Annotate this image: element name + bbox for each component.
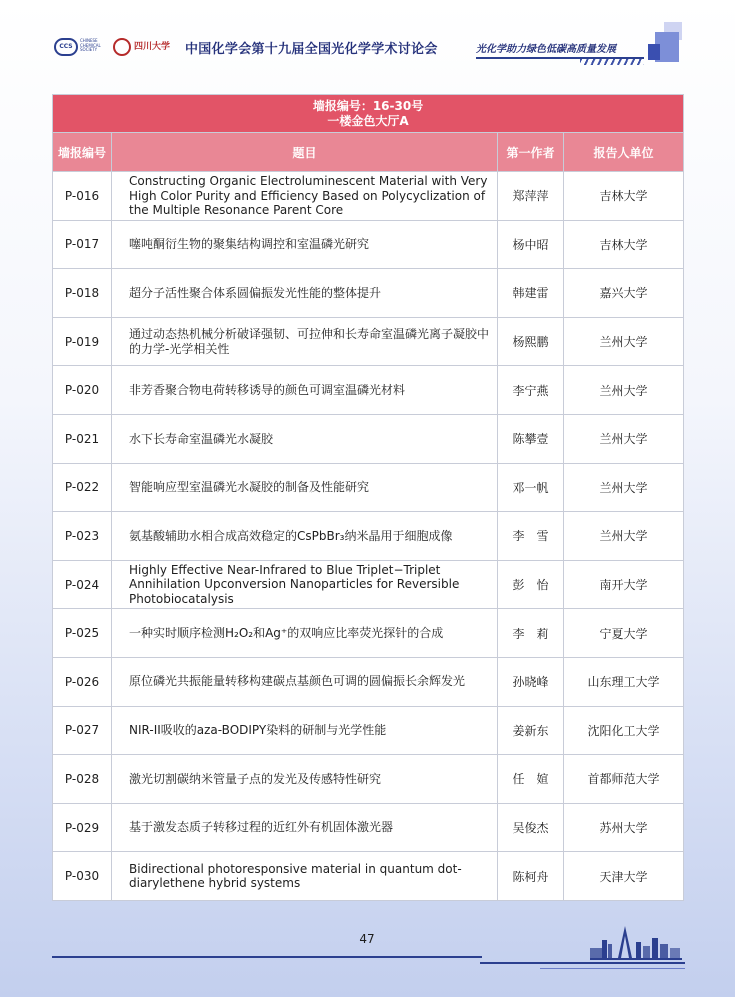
poster-id: P-030 xyxy=(53,852,112,901)
scu-seal-logo xyxy=(113,38,131,56)
presenter-organization: 吉林大学 xyxy=(564,220,684,269)
footer-rule xyxy=(480,962,685,964)
presenter-organization: 兰州大学 xyxy=(564,414,684,463)
poster-title: 水下长寿命室温磷光水凝胶 xyxy=(112,414,498,463)
page-number: 47 xyxy=(359,932,375,946)
first-author: 任 媗 xyxy=(498,755,564,804)
first-author: 韩建雷 xyxy=(498,269,564,318)
poster-id: P-025 xyxy=(53,609,112,658)
ccs-logo: CCS xyxy=(54,38,78,56)
conference-title: 中国化学会第十九届全国光化学学术讨论会 xyxy=(185,42,438,57)
table-row xyxy=(53,512,684,561)
presenter-organization: 山东理工大学 xyxy=(564,657,684,706)
poster-title: 氨基酸辅助水相合成高效稳定的CsPbBr₃纳米晶用于细胞成像 xyxy=(112,512,498,561)
column-header-title: 题目 xyxy=(112,133,498,172)
first-author: 孙晓峰 xyxy=(498,657,564,706)
first-author: 郑萍萍 xyxy=(498,172,564,221)
table-row xyxy=(53,560,684,609)
presenter-organization: 兰州大学 xyxy=(564,512,684,561)
table-row xyxy=(53,657,684,706)
poster-id: P-028 xyxy=(53,755,112,804)
column-header-org: 报告人单位 xyxy=(564,133,684,172)
poster-title: 原位磷光共振能量转移构建碳点基颜色可调的圆偏振长余辉发光 xyxy=(112,657,498,706)
presenter-organization: 兰州大学 xyxy=(564,366,684,415)
first-author: 陈攀壹 xyxy=(498,414,564,463)
first-author: 吴俊杰 xyxy=(498,803,564,852)
table-row xyxy=(53,269,684,318)
banner-poster-range: 墙报编号：16-30号 xyxy=(312,98,424,113)
poster-id: P-019 xyxy=(53,317,112,366)
table-row xyxy=(53,366,684,415)
poster-title: 超分子活性聚合体系圆偏振发光性能的整体提升 xyxy=(112,269,498,318)
table-row xyxy=(53,609,684,658)
poster-id: P-027 xyxy=(53,706,112,755)
poster-title: Bidirectional photoresponsive material in quantum dot-diarylethene hybrid systems xyxy=(112,852,498,901)
first-author: 李 雪 xyxy=(498,512,564,561)
poster-title: 基于激发态质子转移过程的近红外有机固体激光器 xyxy=(112,803,498,852)
table-row xyxy=(53,803,684,852)
presenter-organization: 南开大学 xyxy=(564,560,684,609)
conference-slogan: 光化学助力绿色低碳高质量发展 xyxy=(476,44,616,55)
presenter-organization: 首都师范大学 xyxy=(564,755,684,804)
first-author: 杨熙鹏 xyxy=(498,317,564,366)
poster-title: 非芳香聚合物电荷转移诱导的颜色可调室温磷光材料 xyxy=(112,366,498,415)
presenter-organization: 宁夏大学 xyxy=(564,609,684,658)
table-header-row xyxy=(53,133,684,172)
poster-id: P-029 xyxy=(53,803,112,852)
corner-decoration xyxy=(648,44,660,60)
column-header-author: 第一作者 xyxy=(498,133,564,172)
poster-id: P-024 xyxy=(53,560,112,609)
poster-title: 智能响应型室温磷光水凝胶的制备及性能研究 xyxy=(112,463,498,512)
poster-id: P-023 xyxy=(53,512,112,561)
poster-title: Constructing Organic Electroluminescent Material with Very High Color Purity and Efficiency Based on Polycyclization of the Multiple Resonance Parent Core xyxy=(112,172,498,221)
first-author: 彭 怡 xyxy=(498,560,564,609)
table-row xyxy=(53,414,684,463)
poster-id: P-022 xyxy=(53,463,112,512)
table-row xyxy=(53,852,684,901)
table-row xyxy=(53,317,684,366)
skyline-illustration xyxy=(590,922,682,962)
table-row xyxy=(53,755,684,804)
presenter-organization: 吉林大学 xyxy=(564,172,684,221)
footer-rule xyxy=(52,956,482,958)
first-author: 杨中昭 xyxy=(498,220,564,269)
poster-id: P-018 xyxy=(53,269,112,318)
table-row xyxy=(53,706,684,755)
session-banner xyxy=(53,95,684,133)
first-author: 邓一帆 xyxy=(498,463,564,512)
table-row xyxy=(53,220,684,269)
presenter-organization: 苏州大学 xyxy=(564,803,684,852)
poster-title: 通过动态热机械分析破译强韧、可拉伸和长寿命室温磷光离子凝胶中的力学-光学相关性 xyxy=(112,317,498,366)
presenter-organization: 天津大学 xyxy=(564,852,684,901)
poster-id: P-021 xyxy=(53,414,112,463)
banner-location: 一楼金色大厅A xyxy=(327,113,409,128)
column-header-id: 墙报编号 xyxy=(53,133,112,172)
presenter-organization: 嘉兴大学 xyxy=(564,269,684,318)
presenter-organization: 兰州大学 xyxy=(564,463,684,512)
presenter-organization: 沈阳化工大学 xyxy=(564,706,684,755)
poster-title: Highly Effective Near-Infrared to Blue Triplet−Triplet Annihilation Upconversion Nanoparticles for Reversible Photobiocatalysis xyxy=(112,560,498,609)
first-author: 陈柯舟 xyxy=(498,852,564,901)
poster-title: 噻吨酮衍生物的聚集结构调控和室温磷光研究 xyxy=(112,220,498,269)
ccs-logo-caption: CHINESE CHEMICAL SOCIETY xyxy=(80,38,101,52)
presenter-organization: 兰州大学 xyxy=(564,317,684,366)
poster-id: P-017 xyxy=(53,220,112,269)
slogan-stripes xyxy=(580,59,644,65)
footer-rule xyxy=(540,968,685,969)
page-header xyxy=(0,0,735,70)
first-author: 李宁燕 xyxy=(498,366,564,415)
first-author: 李 莉 xyxy=(498,609,564,658)
scu-logo-caption: 四川大学 xyxy=(134,42,171,52)
poster-id: P-026 xyxy=(53,657,112,706)
poster-title: 一种实时顺序检测H₂O₂和Ag⁺的双响应比率荧光探针的合成 xyxy=(112,609,498,658)
poster-schedule-table xyxy=(52,94,684,901)
first-author: 姜新东 xyxy=(498,706,564,755)
table-row xyxy=(53,463,684,512)
poster-title: 激光切割碳纳米管量子点的发光及传感特性研究 xyxy=(112,755,498,804)
poster-title: NIR-II吸收的aza-BODIPY染料的研制与光学性能 xyxy=(112,706,498,755)
poster-id: P-020 xyxy=(53,366,112,415)
poster-id: P-016 xyxy=(53,172,112,221)
table-row xyxy=(53,172,684,221)
